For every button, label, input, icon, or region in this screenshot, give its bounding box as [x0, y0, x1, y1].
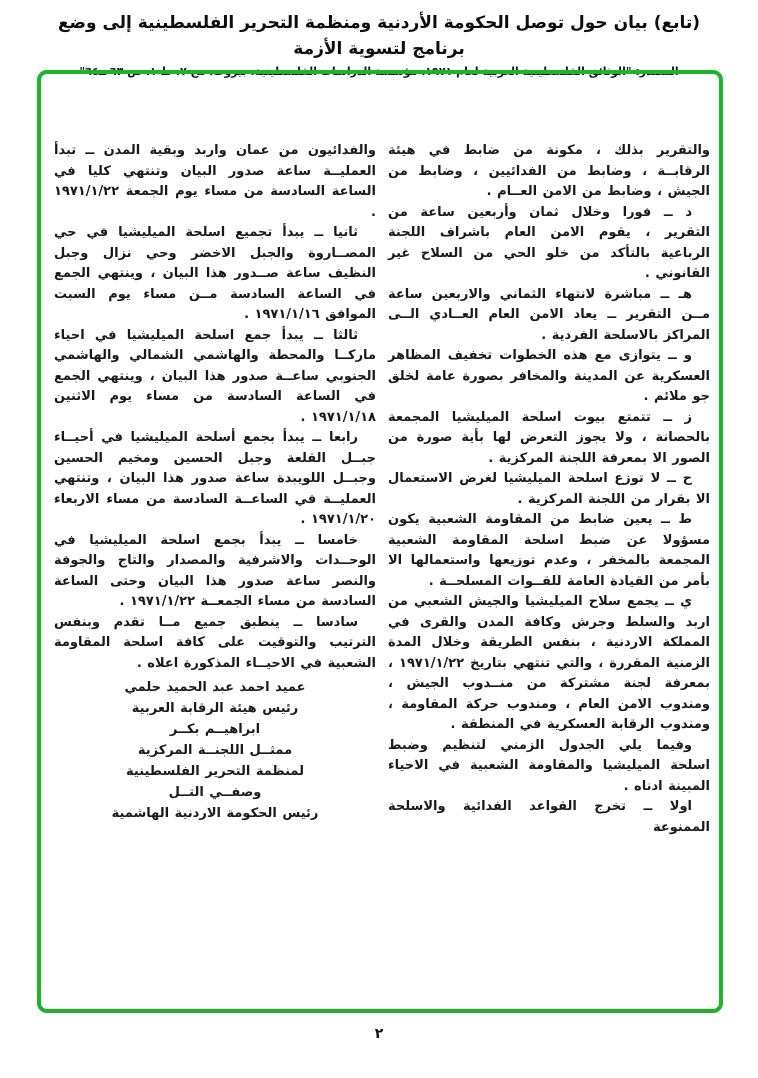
paragraph-fourth-clause: رابعا ــ يبدأ بجمع أسلحة الميليشيا في أحيــاء جبــل القلعة وجبل الحسين ومخيم الحسين وجبــل اللويبدة ساعة صدور هذا البيان ، وتنتهي العمليــة في الساعــة السادسة من مساء الاربعاء ١٩٧١/١/٢٠ . [54, 430, 376, 527]
column-right [388, 141, 710, 838]
paragraph-second-clause: ثانيا ــ يبدأ تجميع اسلحة الميليشيا في حي المصــاروة والجبل الاخضر وحي نزال وجبل النظيف ساعة صــدور هذا البيان ، وينتهي الجمع في الساعة السادسة مــن مساء يوم السبت الموافق ١٩٧١/١/١٦ . [54, 225, 376, 322]
signature-name: ابراهيــم بكــر [169, 722, 261, 737]
page-number: ٢ [374, 1026, 384, 1042]
paragraph-item-t: ط ــ يعين ضابط من المقاومة الشعبية يكون مسؤولا عن ضبط اسلحة المقاومة الشعبية المجمعة بالمخفر ، وعدم توزيعها واستعمالها الا بأمر من القيادة العامة للقــوات المسلحــة . [388, 512, 710, 589]
paragraph-item-hh: ح ــ لا توزع اسلحة الميليشيا لغرض الاستعمال الا بقرار من اللجنة المركزية . [388, 471, 710, 507]
paragraph-item-w: و ــ يتوازى مع هذه الخطوات تخفيف المظاهر العسكرية عن المدينة والمخافر بصورة عامة لخلق جو ملائم . [388, 348, 710, 404]
paragraph-fifth-clause: خامسا ــ يبدأ بجمع اسلحة الميليشيا في الوحــدات والاشرفية والمصدار والتاج والجوفة والنصر ساعة صدور هذا البيان وحتى الساعة السادسة من مساء الجمعــة ١٩٧١/١/٢٢ . [54, 532, 376, 609]
source-citation: المصدر: "الوثائق الفلسطينية العربية لعام ١٩٧١، مؤسسة الدراسات الفلسطينية، بيروت، مج ٧، ط ١، ص ٦٣ ــ٦٤" [79, 65, 679, 78]
signature-title: ممثــل اللجنــة المركزية [137, 743, 293, 758]
paragraph-continuation: والتقرير بذلك ، مكونة من ضابط في هيئة الرقابــة ، وضابط من الفدائيين ، وضابط من الجيش ، وضابط من الامن العــام . [388, 143, 710, 199]
paragraph-continuation: والفدائيون من عمان واربد وبقية المدن ــ تبدأ العمليــة ساعة صدور البيان وتنتهي كليا في الساعة السادسة من مساء يوم الجمعة ١٩٧١/١/٢٢ . [54, 143, 376, 220]
document-header [0, 10, 758, 78]
paragraph-third-clause: ثالثا ــ يبدأ جمع اسلحة الميليشيا في احياء ماركــا والمحطة والهاشمي الشمالي والهاشمي الجنوبي ساعــة صدور هذا البيان ، وينتهي الجمع في الساعة السادسة من مساء يوم الاثنين ١٩٧١/١/١٨ . [54, 327, 376, 425]
signature-name: وصفــي التــل [168, 785, 262, 800]
paragraph-schedule-intro: وفيما يلي الجدول الزمني لتنظيم وضبط اسلحة الميليشيا والمقاومة الشعبية في الاحياء المبينة ادناه . [388, 737, 710, 794]
signature-title: رئيس هيئة الرقابة العربية [131, 701, 299, 716]
paragraph-sixth-clause: سادسا ــ ينطبق جميع مــا تقدم وبنفس الترتيب والتوقيت على كافة اسلحة المقاومة الشعبية في الاحيــاء المذكورة اعلاه . [54, 614, 376, 671]
signature-title: رئيس الحكومة الاردنية الهاشمية [111, 806, 319, 821]
paragraph-item-y: ي ــ يجمع سلاح الميليشيا والجيش الشعبي من اربد والسلط وجرش وكافة المدن والقرى في المملكة الاردنية ، بنفس الطريقة وخلال المدة الزمنية المقررة ، والتي تنتهي بتاريخ ١٩٧١/١/٢٢ ، بمعرفة لجنة مشتركة من منــدوب الجيش ، ومندوب الامن العام ، ومندوب حركة المقاومة ، ومندوب الرقابة العسكرية في المنطقة . [388, 594, 710, 732]
column-left [54, 141, 376, 824]
paragraph-item-z: ز ــ تتمتع بيوت اسلحة الميليشيا المجمعة بالحصانة ، ولا يجوز التعرض لها بأية صورة من الصور الا بمعرفة اللجنة المركزية . [388, 409, 710, 466]
signature-title: لمنظمة التحرير الفلسطينية [126, 764, 304, 779]
signature-name: عميد احمد عبد الحميد حلمي [124, 680, 306, 695]
paragraph-item-h: هـ ــ مباشرة لانتهاء الثماني والاربعين ساعة مــن التقرير ــ يعاد الامن العام العــادي الــى المراكز بالاسلحة الفردية . [388, 286, 710, 343]
page-title: (تابع) بيان حول توصل الحكومة الأردنية ومنظمة التحرير الفلسطينية إلى وضع برنامج لتسوية الأزمة [57, 13, 701, 59]
paragraph-item-d: د ــ فورا وخلال ثمان وأربعين ساعة من التقرير ، يقوم الامن العام باشراف اللجنة الرباعية بالتأكد من خلو الحي من السلاح غير القانوني . [388, 204, 710, 281]
signature-block [54, 677, 376, 824]
paragraph-first-clause: اولا ــ تخرج القواعد الفدائية والاسلحة الممنوعة [388, 799, 710, 835]
